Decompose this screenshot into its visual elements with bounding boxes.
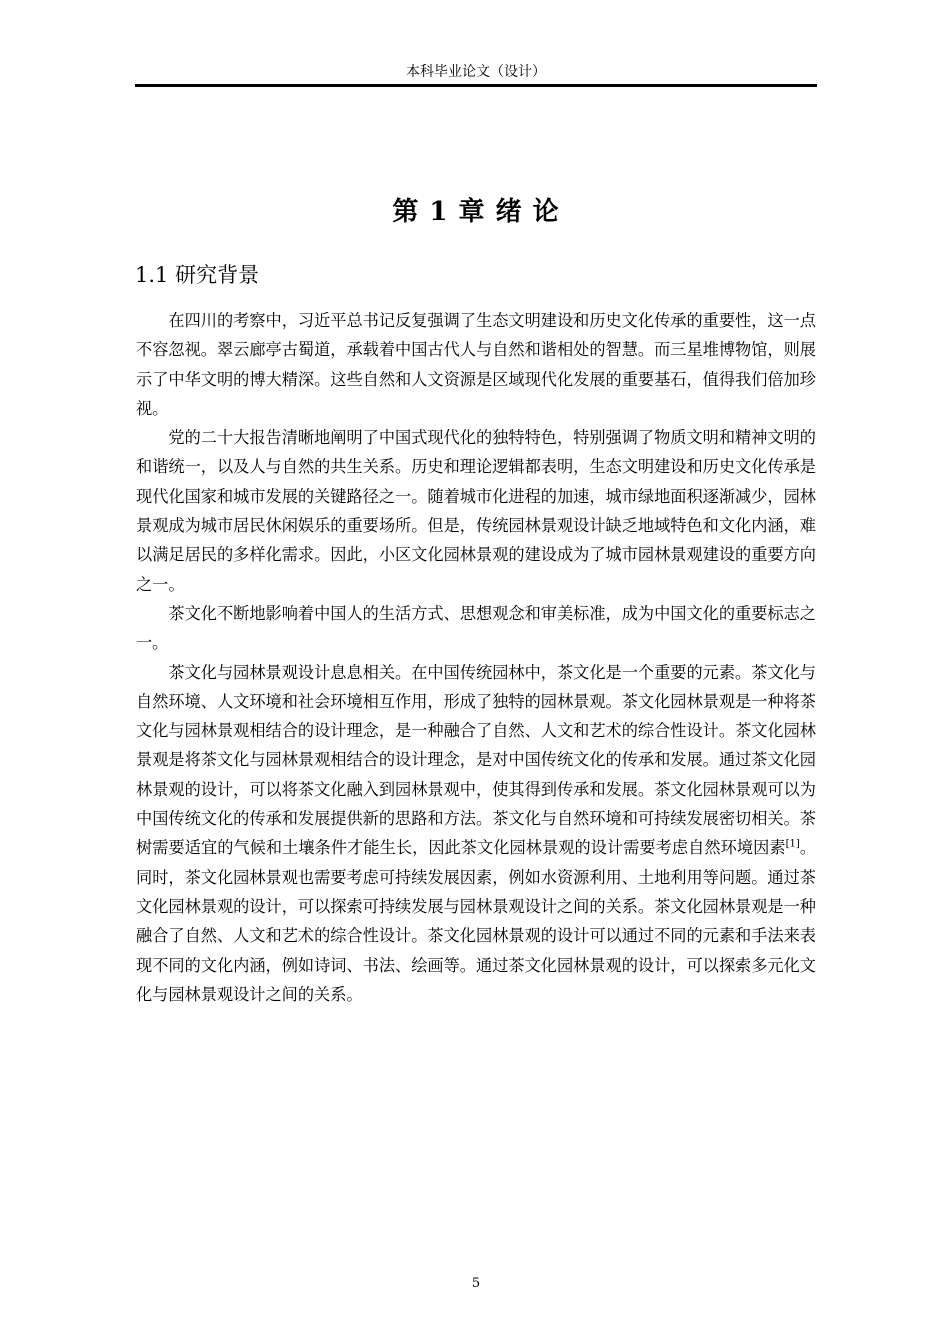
paragraph: 党的二十大报告清晰地阐明了中国式现代化的独特特色，特别强调了物质文明和精神文明的和谐统一，以及人与自然的共生关系。历史和理论逻辑都表明，生态文明建设和历史文化传承是现代化国家和城市发展的关键路径之一。随着城市化进程的加速，城市绿地面积逐渐减少，园林景观成为城市居民休闲娱乐的重要场所。但是，传统园林景观设计缺乏地域特色和文化内涵，难以满足居民的多样化需求。因此，小区文化园林景观的建设成为了城市园林景观建设的重要方向之一。 [136, 428, 816, 594]
paragraph: 在四川的考察中，习近平总书记反复强调了生态文明建设和历史文化传承的重要性，这一点不容忽视。翠云廊亭古蜀道，承载着中国古代人与自然和谐相处的智慧。而三星堆博物馆，则展示了中华文明的博大精深。这些自然和人文资源是区域现代化发展的重要基石，值得我们倍加珍视。 [136, 311, 816, 418]
header-rule [135, 84, 817, 87]
citation-reference[interactable]: [1] [785, 838, 800, 850]
page-number: 5 [471, 1276, 481, 1291]
running-header: 本科毕业论文（设计） [406, 64, 546, 80]
chapter-title: 第 1 章 绪 论 [392, 197, 560, 227]
paragraph [136, 658, 816, 1010]
paragraph-text: 茶文化与园林景观设计息息相关。在中国传统园林中，茶文化是一个重要的元素。茶文化与自然环境、人文环境和社会环境相互作用，形成了独特的园林景观。茶文化园林景观是一种将茶文化与园林景观相结合的设计理念，是一种融合了自然、人文和艺术的综合性设计。茶文化园林景观是将茶文化与园林景观相结合的设计理念，是对中国传统文化的传承和发展。通过茶文化园林景观的设计，可以将茶文化融入到园林景观中，使其得到传承和发展。茶文化园林景观可以为中国传统文化的传承和发展提供新的思路和方法。茶文化与自然环境和可持续发展密切相关。茶树需要适宜的气候和土壤条件才能生长，因此茶文化园林景观的设计需要考虑自然环境因素 [136, 662, 816, 858]
body-text [136, 306, 816, 1009]
section-title: 1.1 研究背景 [135, 263, 260, 287]
paragraph-text: 。同时，茶文化园林景观也需要考虑可持续发展因素，例如水资源利用、土地利用等问题。通过茶文化园林景观的设计，可以探索可持续发展与园林景观设计之间的关系。茶文化园林景观是一种融合了自然、人文和艺术的综合性设计。茶文化园林景观的设计可以通过不同的元素和手法来表现不同的文化内涵，例如诗词、书法、绘画等。通过茶文化园林景观的设计，可以探索多元化文化与园林景观设计之间的关系。 [136, 838, 817, 1004]
paragraph: 茶文化不断地影响着中国人的生活方式、思想观念和审美标准，成为中国文化的重要标志之一。 [136, 603, 816, 653]
